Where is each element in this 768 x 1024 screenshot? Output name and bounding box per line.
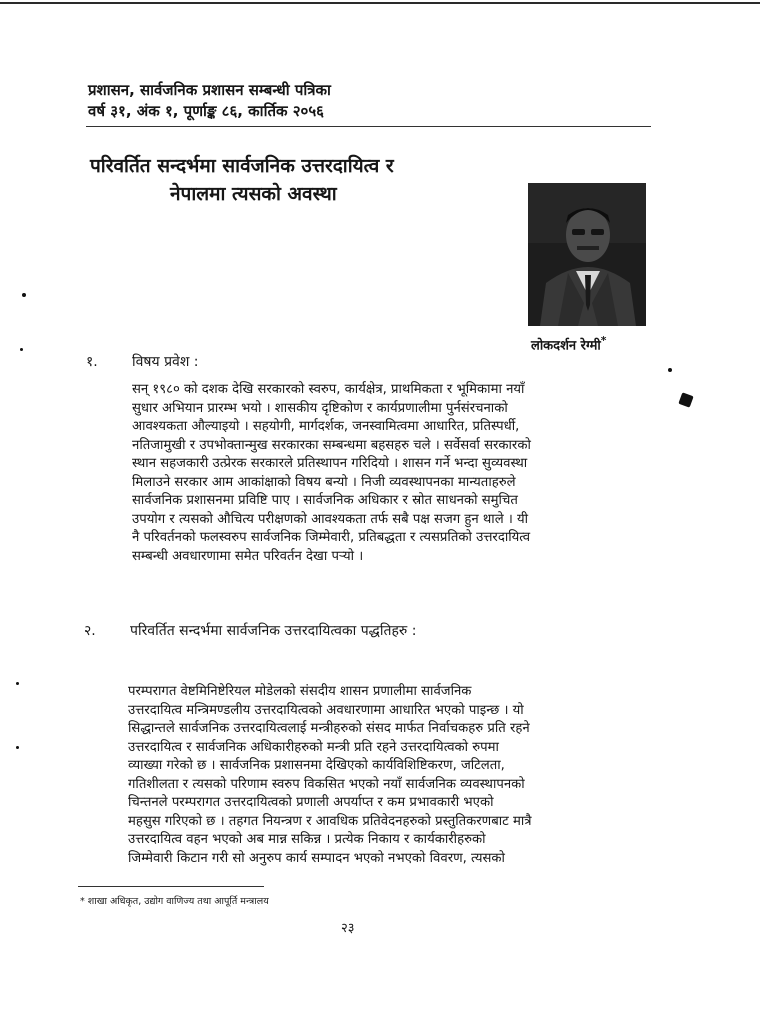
footnote-divider [78,886,264,887]
paragraph-line: गतिशीलता र त्यसको परिणाम स्वरुप विकसित भएको नयाँ सार्वजनिक व्यवस्थापनको [128,776,525,792]
author-name [531,334,606,353]
section-1-paragraph [132,381,644,566]
paragraph-line: उत्तरदायित्व मन्त्रिमण्डलीय उत्तरदायित्वको अवधारणामा आधारित भएको पाइन्छ । यो [128,702,524,718]
scan-speck [668,368,672,372]
paragraph-line: परम्परागत वेष्टमिनिष्टेरियल मोडेलको संसदीय शासन प्रणालीमा सार्वजनिक [128,684,472,699]
title-line-2: नेपालमा त्यसको अवस्था [170,183,337,205]
paragraph-line: महसुस गरिएको छ । तहगत नियन्त्रण र आवधिक प्रतिवेदनहरुको प्रस्तुतिकरणबाट मात्रै [128,813,532,829]
paragraph-line: व्याख्या गरेको छ । सार्वजनिक प्रशासनमा देखिएको कार्यविशिष्टिकरण, जटिलता, [128,758,505,773]
page-number: २३ [341,921,355,936]
paragraph-line: नै परिवर्तनको फलस्वरुप सार्वजनिक जिम्मेवारी, प्रतिबद्धता र त्यसप्रतिको उत्तरदायित्व [132,530,531,545]
journal-header [88,80,331,122]
paragraph-line: सन् १९८० को दशक देखि सरकारको स्वरुप, कार्यक्षेत्र, प्राथमिकता र भूमिकामा नयाँ [132,382,525,397]
author-photo [528,183,646,326]
section-1-number: १. [86,354,98,370]
journal-name: प्रशासन, सार्वजनिक प्रशासन सम्बन्धी पत्रिका [88,81,331,99]
paragraph-line: मिलाउने सरकार आम आकांक्षाको विषय बन्यो । निजी व्यवस्थापनका मान्यताहरुले [132,474,516,490]
paragraph-line: सिद्धान्तले सार्वजनिक उत्तरदायित्वलाई मन्त्रीहरुको संसद मार्फत निर्वाचकहरु प्रति रहने [128,721,530,736]
section-2-paragraph [128,683,642,868]
journal-issue: वर्ष ३१, अंक १, पूर्णाङ्क ८६, कार्तिक २०५६ [88,102,324,120]
paragraph-line: स्थान सहजकारी उत्प्रेरक सरकारले प्रतिस्थापन गरिदियो । शासन गर्ने भन्दा सुव्यवस्था [132,456,528,471]
article-title [90,152,394,208]
author-portrait-image [528,183,646,326]
paragraph-line: चिन्तनले परम्परागत उत्तरदायित्वको प्रणाली अपर्याप्त र कम प्रभावकारी भएको [128,795,494,810]
paragraph-line: सम्बन्धी अवधारणामा समेत परिवर्तन देखा पर्‍यो । [132,548,364,564]
top-border-line [0,2,760,4]
scan-speck [678,392,693,407]
paragraph-line: नतिजामुखी र उपभोक्तान्मुख सरकारका सम्बन्धमा बहसहरु चले । सर्वेसर्वा सरकारको [132,437,531,453]
paragraph-line: आवश्यकता औल्याइयो । सहयोगी, मार्गदर्शक, जनस्वामित्वमा आधारित, प्रतिस्पर्धी, [132,419,520,434]
scan-speck [22,293,26,297]
paragraph-line: सार्वजनिक प्रशासनमा प्रविष्टि पाए । सार्वजनिक अधिकार र स्रोत साधनको समुचित [132,493,518,508]
paragraph-line: उत्तरदायित्व र सार्वजनिक अधिकारीहरुको मन्त्री प्रति रहने उत्तरदायित्वको रुपमा [128,739,499,755]
footnote: * शाखा अधिकृत, उद्योग वाणिज्य तथा आपूर्ति मन्त्रालय [80,896,269,907]
author-name-text: लोकदर्शन रेग्मी [531,338,601,354]
header-divider [86,126,651,127]
section-1-heading: विषय प्रवेश : [132,354,199,370]
title-line-1: परिवर्तित सन्दर्भमा सार्वजनिक उत्तरदायित्व र [90,155,394,177]
paragraph-line: उत्तरदायित्व वहन भएको अब मान्न सकिन्न । प्रत्येक निकाय र कार्यकारीहरुको [128,832,486,847]
scan-speck [16,746,19,749]
scan-speck [20,348,23,351]
paragraph-line: उपयोग र त्यसको औचित्य परीक्षणको आवश्यकता तर्फ सबै पक्ष सजग हुन थाले । यी [132,511,529,527]
paragraph-line: सुधार अभियान प्रारम्भ भयो । शासकीय दृष्टिकोण र कार्यप्रणालीमा पुर्नसंरचनाको [132,400,508,416]
section-2-number: २. [84,623,96,639]
scan-speck [16,682,19,685]
section-2-heading: परिवर्तित सन्दर्भमा सार्वजनिक उत्तरदायित्वका पद्धतिहरु : [130,623,417,639]
paragraph-line: जिम्मेवारी किटान गरी सो अनुरुप कार्य सम्पादन भएको नभएको विवरण, त्यसको [128,850,505,866]
author-footnote-mark: * [600,334,607,347]
